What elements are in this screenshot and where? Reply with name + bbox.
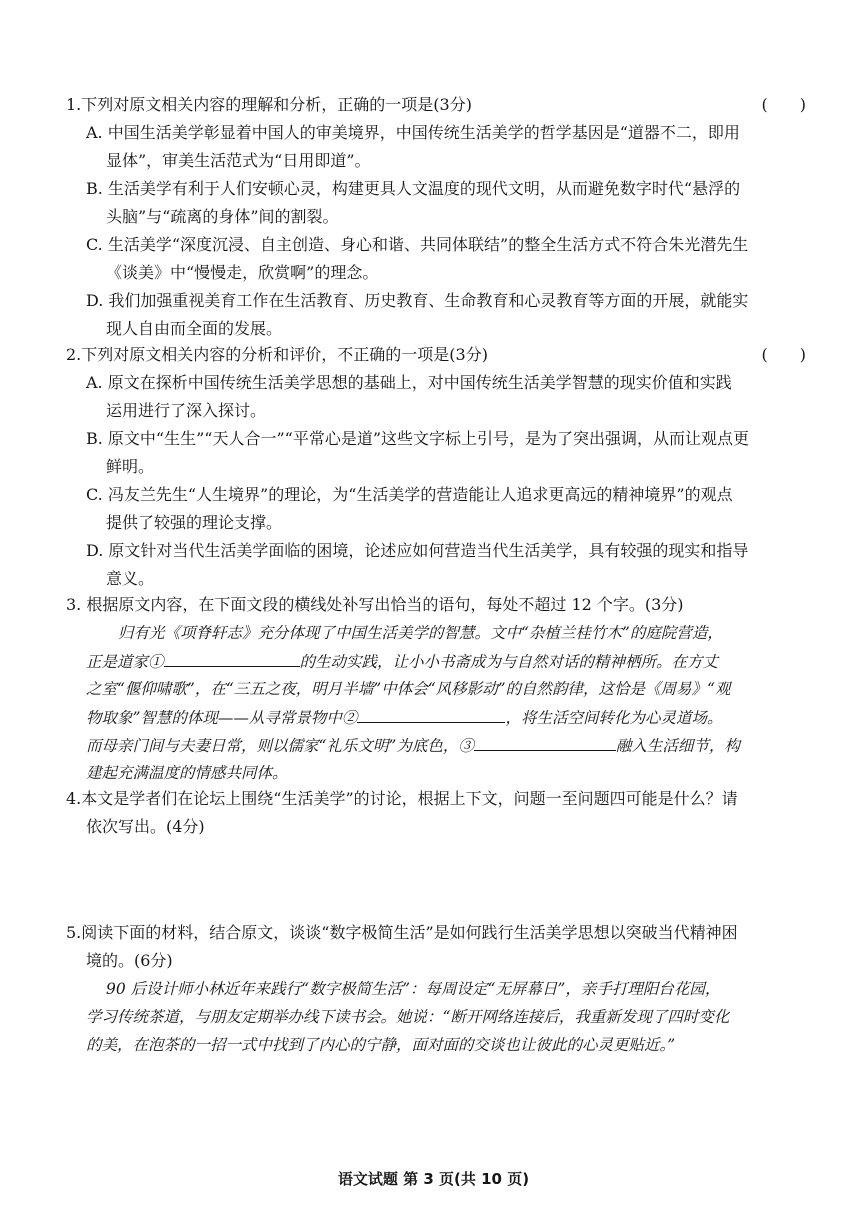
q3-passage-text: 融入生活细节，构 <box>615 737 740 755</box>
q2-option-d-cont: 意义。 <box>106 569 155 588</box>
q5-material-line-3: 的美，在泡茶的一招一式中找到了内心的宁静，面对面的交谈也让彼此的心灵更贴近。” <box>86 1036 676 1054</box>
q3-passage-line-3: 之室“偃仰啸歌”，在“三五之夜，明月半墙”中体会“风移影动”的自然韵律，这恰是《周易》“观 <box>86 680 731 698</box>
q2-option-c-cont: 提供了较强的理论支撑。 <box>106 513 283 532</box>
question-3-stem: 3. 根据原文内容，在下面文段的横线处补写出恰当的语句，每处不超过 12 个字。(3分) <box>66 595 684 614</box>
question-4-stem-cont: 依次写出。(4分) <box>86 817 205 836</box>
q3-passage-line-2 <box>86 650 806 673</box>
question-1-text: 1.下列对原文相关内容的理解和分析，正确的一项是(3分) <box>66 95 472 114</box>
question-5-stem-cont: 境的。(6分) <box>86 951 173 970</box>
q1-option-b-cont: 头脑”与“疏离的身体”间的割裂。 <box>106 207 339 226</box>
q3-blank-1[interactable] <box>164 650 300 667</box>
question-4-stem: 4.本文是学者们在论坛上围绕“生活美学”的讨论，根据上下文，问题一至问题四可能是什么？请 <box>66 789 738 808</box>
q3-passage-text: 而母亲门间与夫妻日常，则以儒家“礼乐文明”为底色，③ <box>86 737 474 755</box>
q3-passage-line-6: 建起充满温度的情感共同体。 <box>86 764 288 782</box>
q1-option-c: C. 生活美学“深度沉浸、自主创造、身心和谐、共同体联结”的整全生活方式不符合朱光潜先生 <box>86 235 749 254</box>
q1-option-a: A. 中国生活美学彰显着中国人的审美境界，中国传统生活美学的哲学基因是“道器不二，即用 <box>86 123 740 142</box>
question-2-text: 2.下列对原文相关内容的分析和评价，不正确的一项是(3分) <box>66 345 488 364</box>
q2-option-c: C. 冯友兰先生“人生境界”的理论，为“生活美学的营造能让人追求更高远的精神境界”的观点 <box>86 485 733 504</box>
q2-option-a: A. 原文在探析中国传统生活美学思想的基础上，对中国传统生活美学智慧的现实价值和实践 <box>86 373 732 392</box>
q3-passage-text: 物取象”智慧的体现——从寻常景物中② <box>86 709 358 727</box>
q2-option-b-cont: 鲜明。 <box>106 457 155 476</box>
question-1-answer-paren: ( ) <box>761 95 806 114</box>
q3-passage-line-4 <box>86 706 806 729</box>
q1-option-a-cont: 显体”，审美生活范式为“日用即道”。 <box>106 151 371 170</box>
q2-option-b: B. 原文中“生生”“天人合一”“平常心是道”这些文字标上引号，是为了突出强调，从而让观点更 <box>86 429 750 448</box>
question-2-stem <box>66 344 806 366</box>
q5-material-line-2: 学习传统茶道，与朋友定期举办线下读书会。她说：“断开网络连接后，我重新发现了四时变化 <box>86 1008 730 1026</box>
q3-blank-3[interactable] <box>474 734 616 751</box>
q3-passage-line-1: 归有光《项脊轩志》充分体现了中国生活美学的智慧。文中“杂植兰桂竹木”的庭院营造， <box>118 624 723 642</box>
q3-passage-text: 正是道家① <box>86 653 164 671</box>
q2-option-a-cont: 运用进行了深入探讨。 <box>106 401 267 420</box>
page-footer: 语文试题 第 3 页(共 10 页) <box>337 1170 530 1188</box>
question-2-answer-paren: ( ) <box>761 345 806 364</box>
q2-option-d: D. 原文针对当代生活美学面临的困境，论述应如何营造当代生活美学，具有较强的现实和指导 <box>86 541 749 560</box>
q3-blank-2[interactable] <box>357 706 505 723</box>
q5-material-line-1: 90 后设计师小林近年来践行“数字极简生活”：每周设定“无屏幕日”，亲手打理阳台花园， <box>106 980 721 998</box>
q1-option-b: B. 生活美学有利于人们安顿心灵，构建更具人文温度的现代文明，从而避免数字时代“悬浮的 <box>86 179 741 198</box>
q1-option-d: D. 我们加强重视美育工作在生活教育、历史教育、生命教育和心灵教育等方面的开展，就能实 <box>86 291 749 310</box>
q1-option-d-cont: 现人自由而全面的发展。 <box>106 319 283 338</box>
q3-passage-text: 的生动实践，让小小书斋成为与自然对话的精神栖所。在方丈 <box>299 653 719 671</box>
question-5-stem: 5.阅读下面的材料，结合原文，谈谈“数字极简生活”是如何践行生活美学思想以突破当代精神困 <box>66 923 738 942</box>
q3-passage-line-5 <box>86 734 806 757</box>
q1-option-c-cont: 《谈美》中“慢慢走，欣赏啊”的理念。 <box>106 263 379 282</box>
question-1-stem <box>66 94 806 116</box>
q3-passage-text: ，将生活空间转化为心灵道场。 <box>505 709 723 727</box>
